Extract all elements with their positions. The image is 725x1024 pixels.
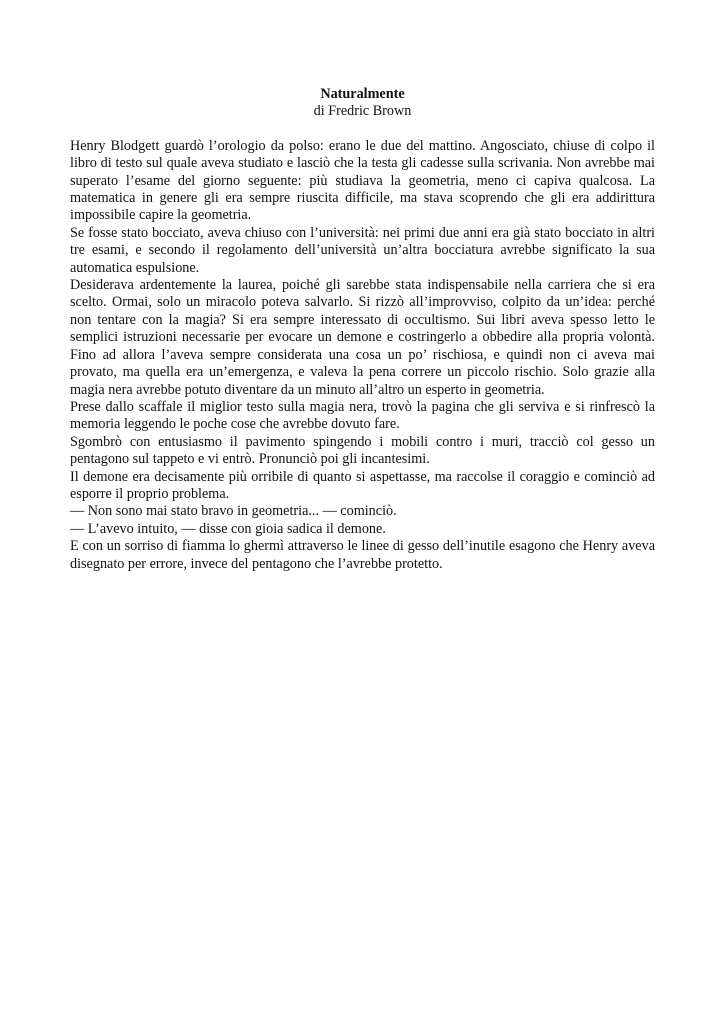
dialogue-line: — Non sono mai stato bravo in geometria... — cominciò. xyxy=(70,503,397,520)
paragraph: Se fosse stato bocciato, aveva chiuso con l’università: nei primi due anni era già stato bocciato in altri tre esami, e secondo il regolamento dell’università un’altra bocciatura avrebbe significato la sua automatica espulsione. xyxy=(70,224,655,276)
paragraph: Desiderava ardentemente la laurea, poiché gli sarebbe stata indispensabile nella carriera che si era scelto. Ormai, solo un miracolo poteva salvarlo. Si rizzò all’improvviso, colpito da un’idea: perché non tentare con la magia? Si era sempre interessato di occultismo. Sui libri aveva spesso letto le semplici istruzioni necessarie per evocare un demone e costringerlo a obbedire alla propria volontà. Fino ad allora l’aveva sempre considerata una cosa un po’ rischiosa, e quindi non ci aveva mai provato, ma quella era un’emergenza, e valeva la pena correre un piccolo rischio. Solo grazie alla magia nera avrebbe potuto diventare da un minuto all’altro un esperto in geometria. xyxy=(70,277,655,398)
paragraph: Henry Blodgett guardò l’orologio da polso: erano le due del mattino. Angosciato, chiuse di colpo il libro di testo sul quale aveva studiato e lasciò che la testa gli cadesse sulla scrivania. Non avrebbe mai superato l’esame del giorno seguente: più studiava la geometria, meno ci capiva qualcosa. La matematica in genere gli era sempre riuscita difficile, ma stava scoprendo che gli era addirittura impossibile capire la geometria. xyxy=(70,137,655,224)
paragraph: Il demone era decisamente più orribile di quanto si aspettasse, ma raccolse il coraggio e cominciò ad esporre il proprio problema. xyxy=(70,468,655,502)
document-title: Naturalmente xyxy=(320,86,405,102)
paragraph: Prese dallo scaffale il miglior testo sulla magia nera, trovò la pagina che gli serviva e si rinfrescò la memoria leggendo le poche cose che avrebbe dovuto fare. xyxy=(70,398,655,433)
paragraph: E con un sorriso di fiamma lo ghermì attraverso le linee di gesso dell’inutile esagono che Henry aveva disegnato per errore, invece del pentagono che l’avrebbe protetto. xyxy=(70,538,655,572)
paragraph: Sgombrò con entusiasmo il pavimento spingendo i mobili contro i muri, tracciò col gesso un pentagono sul tappeto e vi entrò. Pronunciò poi gli incantesimi. xyxy=(70,433,655,468)
document-author: di Fredric Brown xyxy=(313,103,412,120)
document-body xyxy=(70,86,655,573)
dialogue-line: — L’avevo intuito, — disse con gioia sadica il demone. xyxy=(70,520,386,537)
